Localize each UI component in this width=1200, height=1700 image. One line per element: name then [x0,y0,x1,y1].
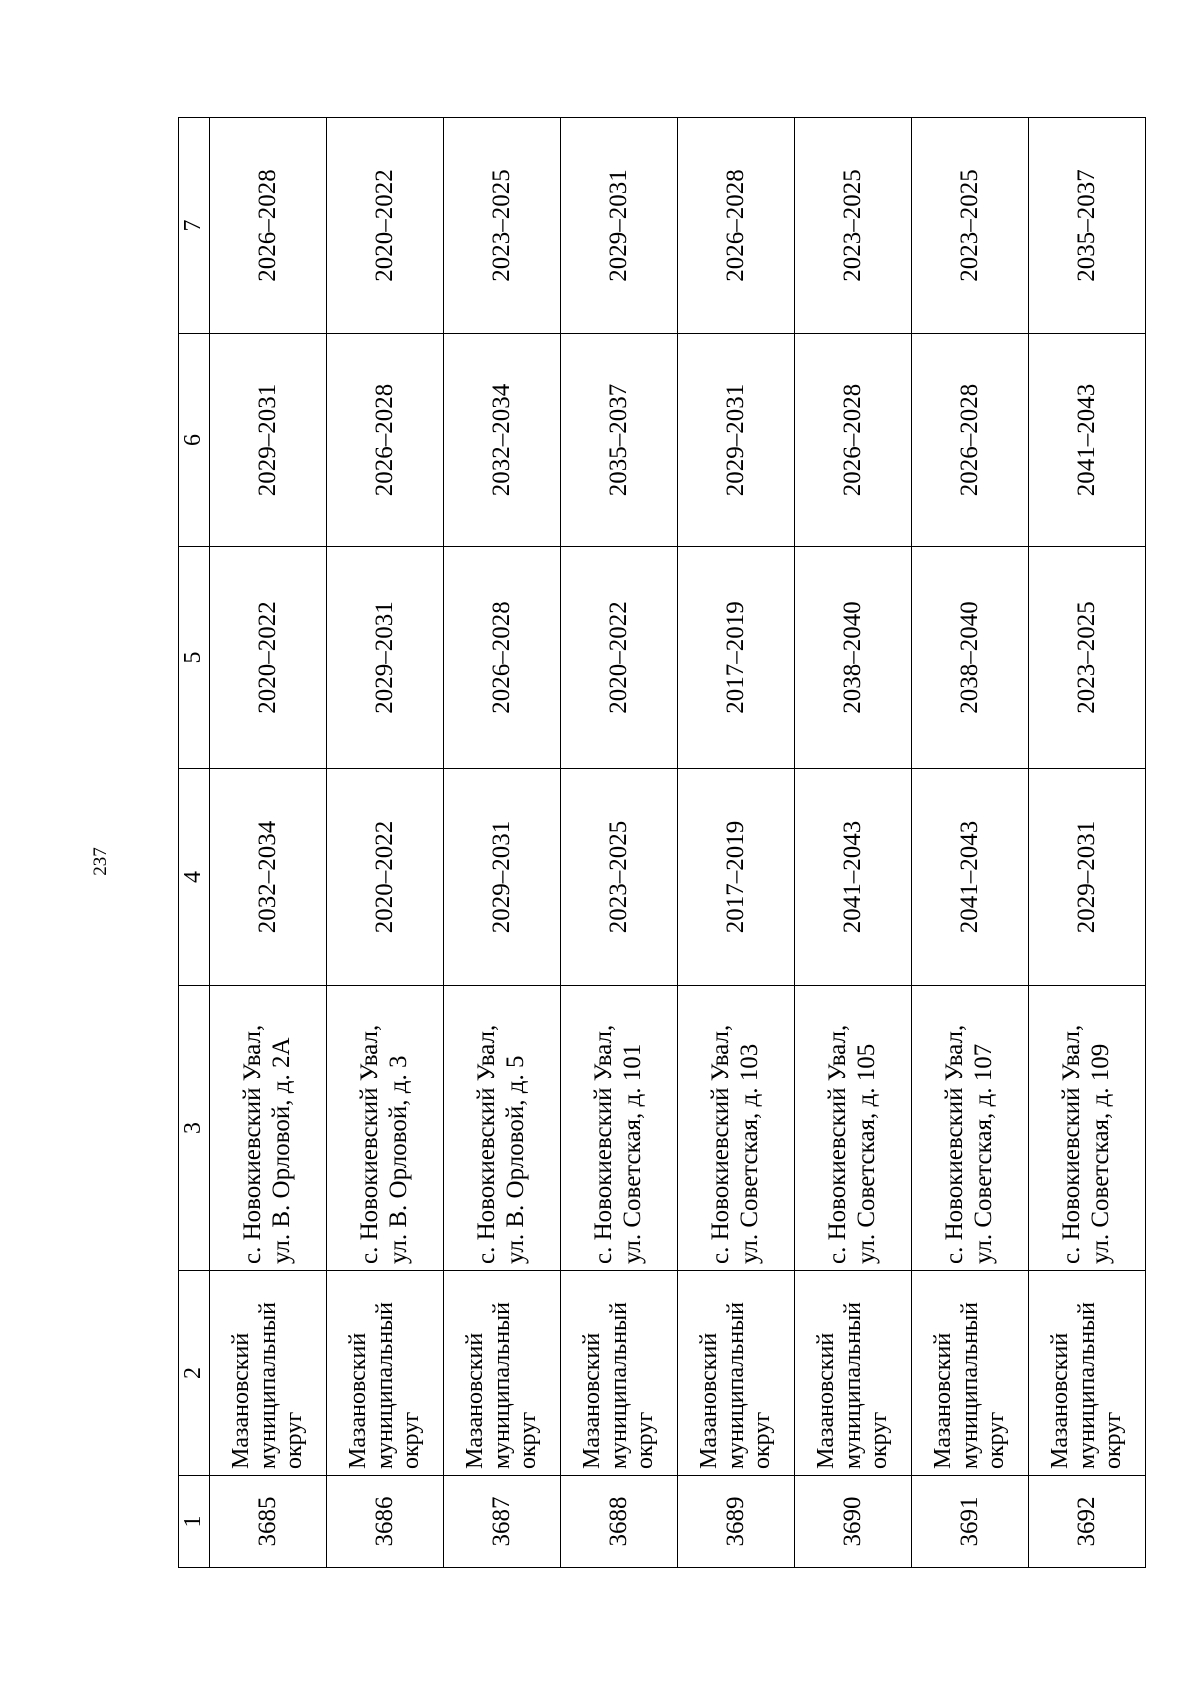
column-header: 5 [179,547,210,769]
period-col-6: 2029–2031 [210,334,327,547]
table-header-row [179,118,210,1568]
table-row [912,118,1029,1568]
district-cell: Мазановский муниципальный округ [912,1271,1029,1476]
period-col-6: 2035–2037 [561,334,678,547]
period-col-5: 2038–2040 [795,547,912,769]
period-col-4: 2020–2022 [327,769,444,986]
period-col-5: 2020–2022 [210,547,327,769]
address-line-2: ул. Советская, д. 109 [1087,1043,1114,1264]
column-header: 3 [179,986,210,1271]
period-col-4: 2029–2031 [444,769,561,986]
period-col-6: 2041–2043 [1029,334,1146,547]
column-header: 7 [179,118,210,334]
address-cell [678,986,795,1271]
period-col-6: 2026–2028 [912,334,1029,547]
address-line-1: с. Новокиевский Увал, [590,1024,618,1264]
row-number: 3687 [444,1476,561,1568]
column-header: 6 [179,334,210,547]
address-cell [1029,986,1146,1271]
row-number: 3690 [795,1476,912,1568]
address-cell [912,986,1029,1271]
period-col-5: 2038–2040 [912,547,1029,769]
address-cell [561,986,678,1271]
row-number: 3691 [912,1476,1029,1568]
table-row [210,118,327,1568]
period-col-4: 2032–2034 [210,769,327,986]
address-cell [327,986,444,1271]
period-col-7: 2026–2028 [678,118,795,334]
period-col-7: 2029–2031 [561,118,678,334]
district-cell: Мазановский муниципальный округ [561,1271,678,1476]
period-col-7: 2023–2025 [444,118,561,334]
period-col-6: 2026–2028 [327,334,444,547]
address-line-2: ул. Советская, д. 101 [619,1043,646,1264]
period-col-7: 2035–2037 [1029,118,1146,334]
district-cell: Мазановский муниципальный округ [444,1271,561,1476]
period-col-4: 2029–2031 [1029,769,1146,986]
address-line-2: ул. В. Орловой, д. 5 [502,1055,529,1264]
address-cell [210,986,327,1271]
table-row [678,118,795,1568]
address-cell [795,986,912,1271]
period-col-7: 2026–2028 [210,118,327,334]
address-line-1: с. Новокиевский Увал, [941,1024,969,1264]
column-header: 4 [179,769,210,986]
period-col-5: 2023–2025 [1029,547,1146,769]
row-number: 3692 [1029,1476,1146,1568]
period-col-4: 2041–2043 [912,769,1029,986]
address-line-1: с. Новокиевский Увал, [473,1024,501,1264]
period-col-7: 2023–2025 [912,118,1029,334]
address-line-2: ул. В. Орловой, д. 3 [385,1055,412,1264]
page-number: 237 [89,847,111,876]
table-row [444,118,561,1568]
district-cell: Мазановский муниципальный округ [327,1271,444,1476]
table-row [327,118,444,1568]
period-col-6: 2032–2034 [444,334,561,547]
period-col-5: 2029–2031 [327,547,444,769]
period-col-6: 2026–2028 [795,334,912,547]
table-body [210,118,1146,1568]
address-line-1: с. Новокиевский Увал, [707,1024,735,1264]
address-line-1: с. Новокиевский Увал, [824,1024,852,1264]
period-col-5: 2017–2019 [678,547,795,769]
registry-table [178,117,1146,1568]
period-col-4: 2023–2025 [561,769,678,986]
period-col-4: 2017–2019 [678,769,795,986]
table-row [561,118,678,1568]
address-line-1: с. Новокиевский Увал, [239,1024,267,1264]
address-line-1: с. Новокиевский Увал, [1058,1024,1086,1264]
address-line-1: с. Новокиевский Увал, [356,1024,384,1264]
district-cell: Мазановский муниципальный округ [210,1271,327,1476]
district-cell: Мазановский муниципальный округ [1029,1271,1146,1476]
row-number: 3689 [678,1476,795,1568]
address-line-2: ул. Советская, д. 103 [736,1043,763,1264]
period-col-7: 2020–2022 [327,118,444,334]
table-row [1029,118,1146,1568]
period-col-7: 2023–2025 [795,118,912,334]
district-cell: Мазановский муниципальный округ [678,1271,795,1476]
period-col-5: 2020–2022 [561,547,678,769]
row-number: 3688 [561,1476,678,1568]
district-cell: Мазановский муниципальный округ [795,1271,912,1476]
period-col-4: 2041–2043 [795,769,912,986]
address-cell [444,986,561,1271]
row-number: 3686 [327,1476,444,1568]
address-line-2: ул. Советская, д. 105 [853,1043,880,1264]
column-header: 1 [179,1476,210,1568]
address-line-2: ул. В. Орловой, д. 2А [268,1037,295,1264]
row-number: 3685 [210,1476,327,1568]
period-col-6: 2029–2031 [678,334,795,547]
registry-table-container [178,118,1136,1568]
column-header: 2 [179,1271,210,1476]
table-row [795,118,912,1568]
address-line-2: ул. Советская, д. 107 [970,1043,997,1264]
period-col-5: 2026–2028 [444,547,561,769]
